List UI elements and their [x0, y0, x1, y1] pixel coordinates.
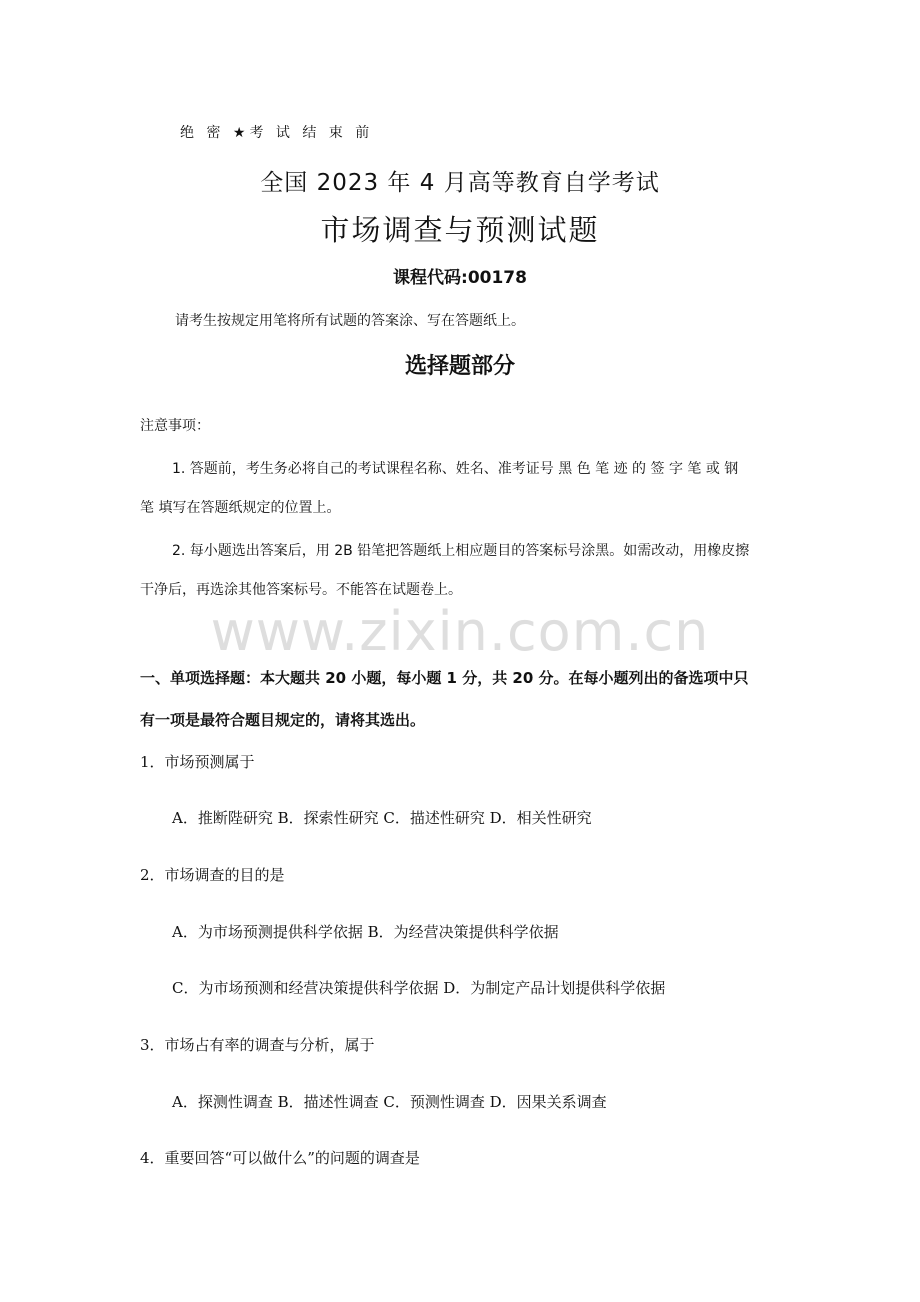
- note-1-line-2: 笔 填写在答题纸规定的位置上。: [140, 500, 341, 516]
- question-3: 3．市场占有率的调查与分析，属于: [140, 1036, 375, 1054]
- paper-title: 市场调查与预测试题: [320, 213, 600, 247]
- section-title: 选择题部分: [404, 354, 515, 379]
- note-2-line-1: 2. 每小题选出答案后，用 2B 铅笔把答题纸上相应题目的答案标号涂黑。如需改动，用橡皮擦: [172, 543, 750, 559]
- question-2-options-1: A．为市场预测提供科学依据 B．为经营决策提供科学依据: [172, 923, 559, 941]
- part-one-heading-line-2: 有一项是最符合题目规定的，请将其选出。: [140, 711, 426, 729]
- notes-heading: 注意事项：: [140, 418, 210, 434]
- exam-title: 全国 2023 年 4 月高等教育自学考试: [260, 170, 660, 196]
- question-1-options: A．推断陛研究 B．探索性研究 C．描述性研究 D．相关性研究: [172, 809, 592, 827]
- note-2-line-2: 干净后，再选涂其他答案标号。不能答在试题卷上。: [140, 582, 462, 598]
- question-4: 4．重要回答“可以做什么”的问题的调查是: [140, 1149, 420, 1167]
- question-2: 2．市场调查的目的是: [140, 866, 285, 884]
- exam-instruction: 请考生按规定用笔将所有试题的答案涂、写在答题纸上。: [175, 313, 525, 329]
- secret-label: 绝 密 ★考 试 结 束 前: [180, 125, 374, 141]
- part-one-heading-line-1: 一、单项选择题：本大题共 20 小题，每小题 1 分，共 20 分。在每小题列出的备选项中只: [140, 669, 749, 687]
- question-3-options: A．探测性调查 B．描述性调查 C．预测性调查 D．因果关系调查: [172, 1093, 607, 1111]
- question-2-options-2: C．为市场预测和经营决策提供科学依据 D．为制定产品计划提供科学依据: [172, 979, 666, 997]
- note-1-line-1: 1. 答题前，考生务必将自己的考试课程名称、姓名、准考证号 黑 色 笔 迹 的 签 字 笔 或 钢: [172, 461, 739, 477]
- course-code: 课程代码:00178: [393, 268, 527, 288]
- question-1: 1．市场预测属于: [140, 753, 255, 771]
- watermark: www.zixin.com.cn: [210, 600, 710, 663]
